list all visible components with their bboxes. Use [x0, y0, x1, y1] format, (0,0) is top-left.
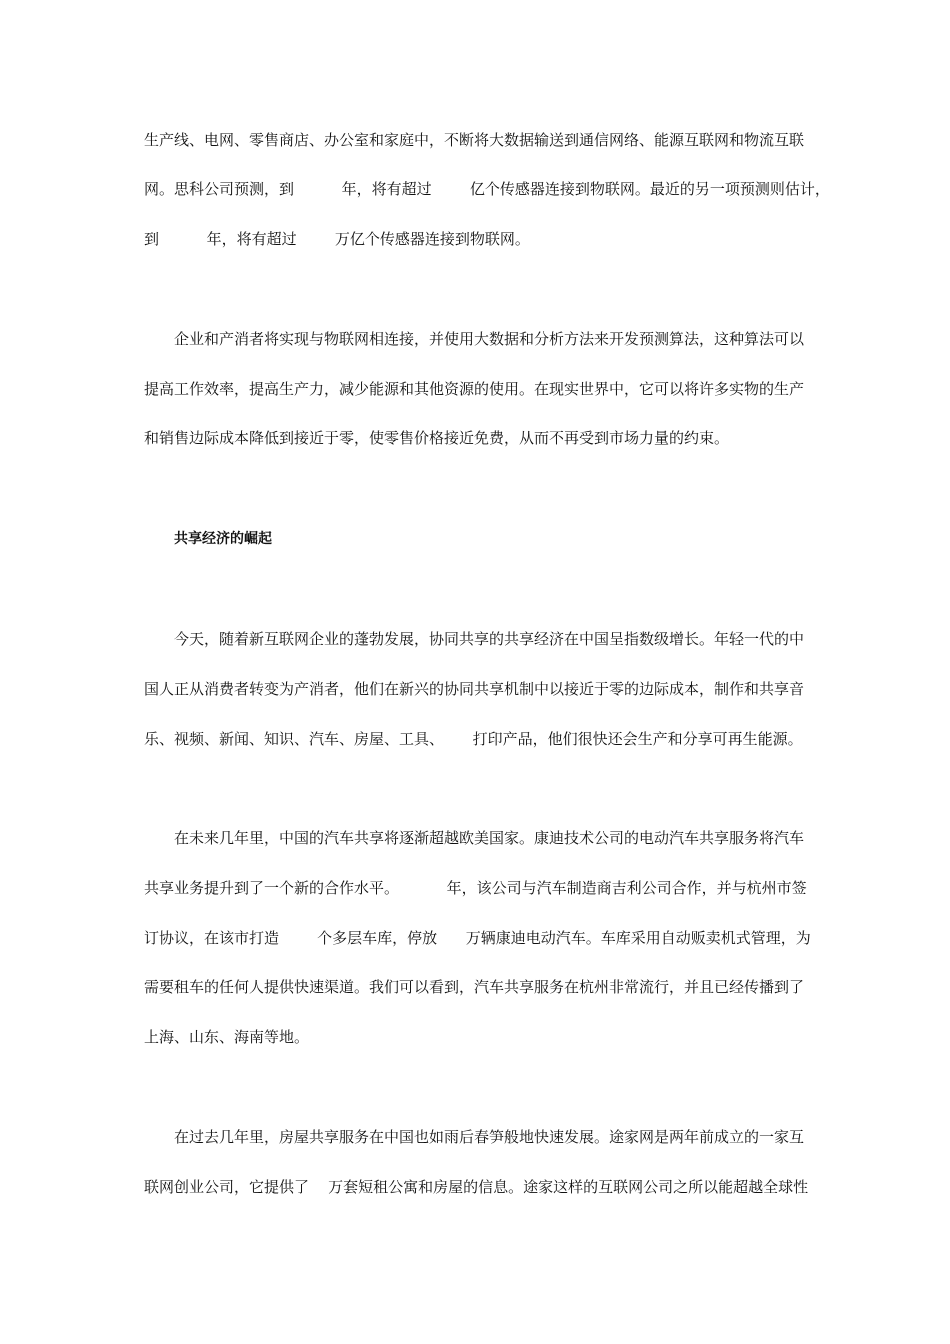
paragraph-4-line-4: 需要租车的任何人提供快速渠道。我们可以看到，汽车共享服务在杭州非常流行，并且已经传播到了 — [144, 978, 805, 996]
paragraph-3-line-3: 乐、视频、新闻、知识、汽车、房屋、工具、 打印产品，他们很快还会生产和分享可再生能源。 — [144, 730, 803, 748]
paragraph-1-line-3: 到 年，将有超过 万亿个传感器连接到物联网。 — [144, 230, 530, 248]
paragraph-5-line-2: 联网创业公司，它提供了 万套短租公寓和房屋的信息。途家这样的互联网公司之所以能超越全球性 — [144, 1178, 809, 1196]
paragraph-2-line-1: 企业和产消者将实现与物联网相连接，并使用大数据和分析方法来开发预测算法，这种算法可以 — [174, 330, 805, 348]
paragraph-3-line-2: 国人正从消费者转变为产消者，他们在新兴的协同共享机制中以接近于零的边际成本，制作和共享音 — [144, 680, 805, 698]
paragraph-1-line-2: 网。思科公司预测，到 年，将有超过 亿个传感器连接到物联网。最近的另一项预测则估计， — [144, 180, 830, 198]
paragraph-2-line-2: 提高工作效率，提高生产力，减少能源和其他资源的使用。在现实世界中，它可以将许多实物的生产 — [144, 380, 805, 398]
paragraph-4-line-5: 上海、山东、海南等地。 — [144, 1028, 310, 1046]
paragraph-5-line-1: 在过去几年里，房屋共享服务在中国也如雨后春笋般地快速发展。途家网是两年前成立的一家互 — [174, 1128, 805, 1146]
paragraph-4-line-1: 在未来几年里，中国的汽车共享将逐渐超越欧美国家。康迪技术公司的电动汽车共享服务将汽车 — [174, 829, 805, 847]
paragraph-3-line-1: 今天，随着新互联网企业的蓬勃发展，协同共享的共享经济在中国呈指数级增长。年轻一代的中 — [174, 630, 805, 648]
paragraph-4-line-2: 共享业务提升到了一个新的合作水平。 年，该公司与汽车制造商吉利公司合作，并与杭州市签 — [144, 879, 807, 897]
section-heading: 共享经济的崛起 — [174, 531, 272, 547]
paragraph-1-line-1: 生产线、电网、零售商店、办公室和家庭中，不断将大数据输送到通信网络、能源互联网和物流互联 — [144, 131, 805, 149]
paragraph-4-line-3: 订协议，在该市打造 个多层车库，停放 万辆康迪电动汽车。车库采用自动贩卖机式管理，为 — [144, 929, 811, 947]
paragraph-2-line-3: 和销售边际成本降低到接近于零，使零售价格接近免费，从而不再受到市场力量的约束。 — [144, 429, 730, 447]
